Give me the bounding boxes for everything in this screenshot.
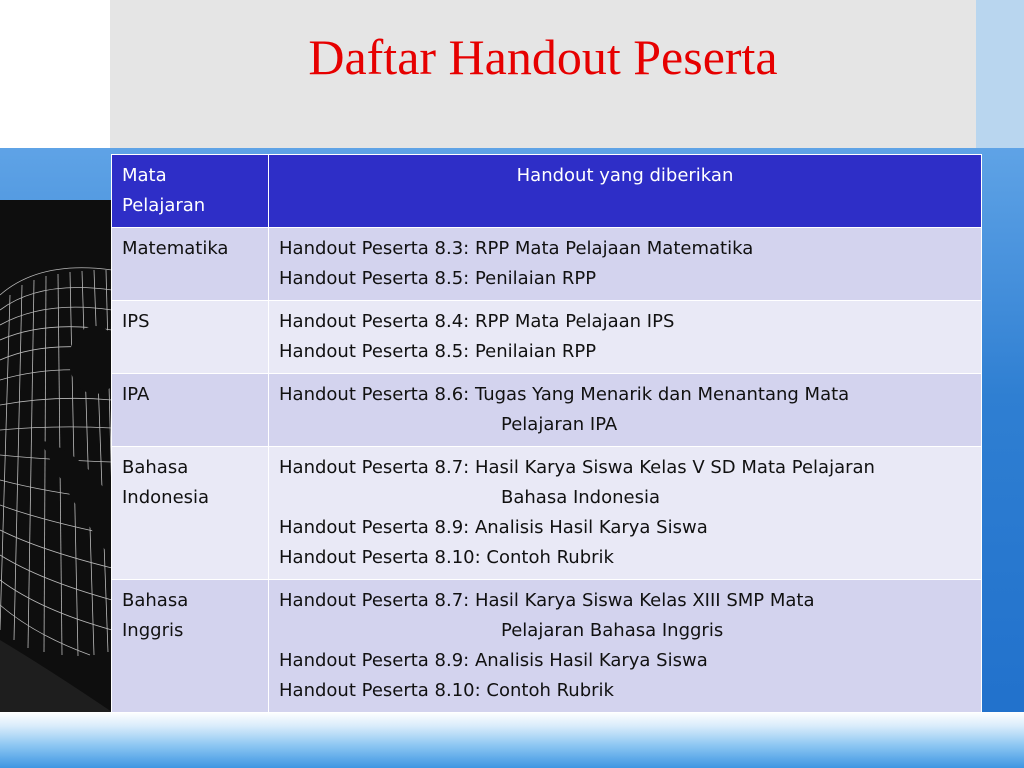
- header-cell-handout: [269, 155, 982, 228]
- header-cell-subject: [112, 155, 269, 228]
- title-band-left: [0, 0, 110, 150]
- handout-item: Handout Peserta 8.4: RPP Mata Pelajaan IPS: [279, 311, 675, 332]
- handout-cell: [269, 447, 982, 580]
- handout-cell: [269, 228, 982, 301]
- header-subject-line: Mata: [122, 165, 167, 186]
- handout-item: Handout Peserta 8.5: Penilaian RPP: [279, 341, 597, 362]
- subject-cell: [112, 374, 269, 447]
- header-subject-line: Pelajaran: [122, 195, 206, 216]
- handout-item-continuation: Pelajaran IPA: [501, 414, 618, 435]
- handout-cell: [269, 580, 982, 713]
- subject-label: IPA: [122, 384, 150, 405]
- header-handout-label: Handout yang diberikan: [516, 165, 734, 186]
- table-header-row: [112, 155, 982, 228]
- title-band-right: [976, 0, 1024, 150]
- table-row-bahasa-inggris: [112, 580, 982, 713]
- subject-cell: [112, 301, 269, 374]
- subject-label: IPS: [122, 311, 150, 332]
- subject-cell: [112, 580, 269, 713]
- handout-table: [111, 154, 982, 713]
- handout-item: Handout Peserta 8.9: Analisis Hasil Karya Siswa: [279, 517, 708, 538]
- handout-item: Handout Peserta 8.7: Hasil Karya Siswa Kelas V SD Mata Pelajaran: [279, 457, 875, 478]
- handout-item: Handout Peserta 8.10: Contoh Rubrik: [279, 547, 614, 568]
- handout-item: Handout Peserta 8.6: Tugas Yang Menarik dan Menantang Mata: [279, 384, 850, 405]
- handout-item: Handout Peserta 8.9: Analisis Hasil Karya Siswa: [279, 650, 708, 671]
- subject-label: Indonesia: [122, 487, 210, 508]
- subject-cell: [112, 228, 269, 301]
- subject-label: Bahasa: [122, 590, 189, 611]
- subject-label: Inggris: [122, 620, 184, 641]
- table-row-matematika: [112, 228, 982, 301]
- handout-item: Handout Peserta 8.5: Penilaian RPP: [279, 268, 597, 289]
- subject-label: Bahasa: [122, 457, 189, 478]
- handout-item: Handout Peserta 8.10: Contoh Rubrik: [279, 680, 614, 701]
- handout-item: Handout Peserta 8.7: Hasil Karya Siswa Kelas XIII SMP Mata: [279, 590, 815, 611]
- subject-label: Matematika: [122, 238, 229, 259]
- background-bottom-gradient: [0, 712, 1024, 768]
- wireframe-image: [0, 200, 112, 712]
- wireframe-mesh: [0, 200, 112, 712]
- table-row-bahasa-indonesia: [112, 447, 982, 580]
- table-row-ipa: [112, 374, 982, 447]
- handout-cell: [269, 301, 982, 374]
- handout-item-continuation: Pelajaran Bahasa Inggris: [501, 620, 724, 641]
- handout-item: Handout Peserta 8.3: RPP Mata Pelajaan Matematika: [279, 238, 754, 259]
- slide-title: Daftar Handout Peserta: [308, 29, 778, 85]
- table-row-ips: [112, 301, 982, 374]
- handout-cell: [269, 374, 982, 447]
- subject-cell: [112, 447, 269, 580]
- handout-item-continuation: Bahasa Indonesia: [501, 487, 660, 508]
